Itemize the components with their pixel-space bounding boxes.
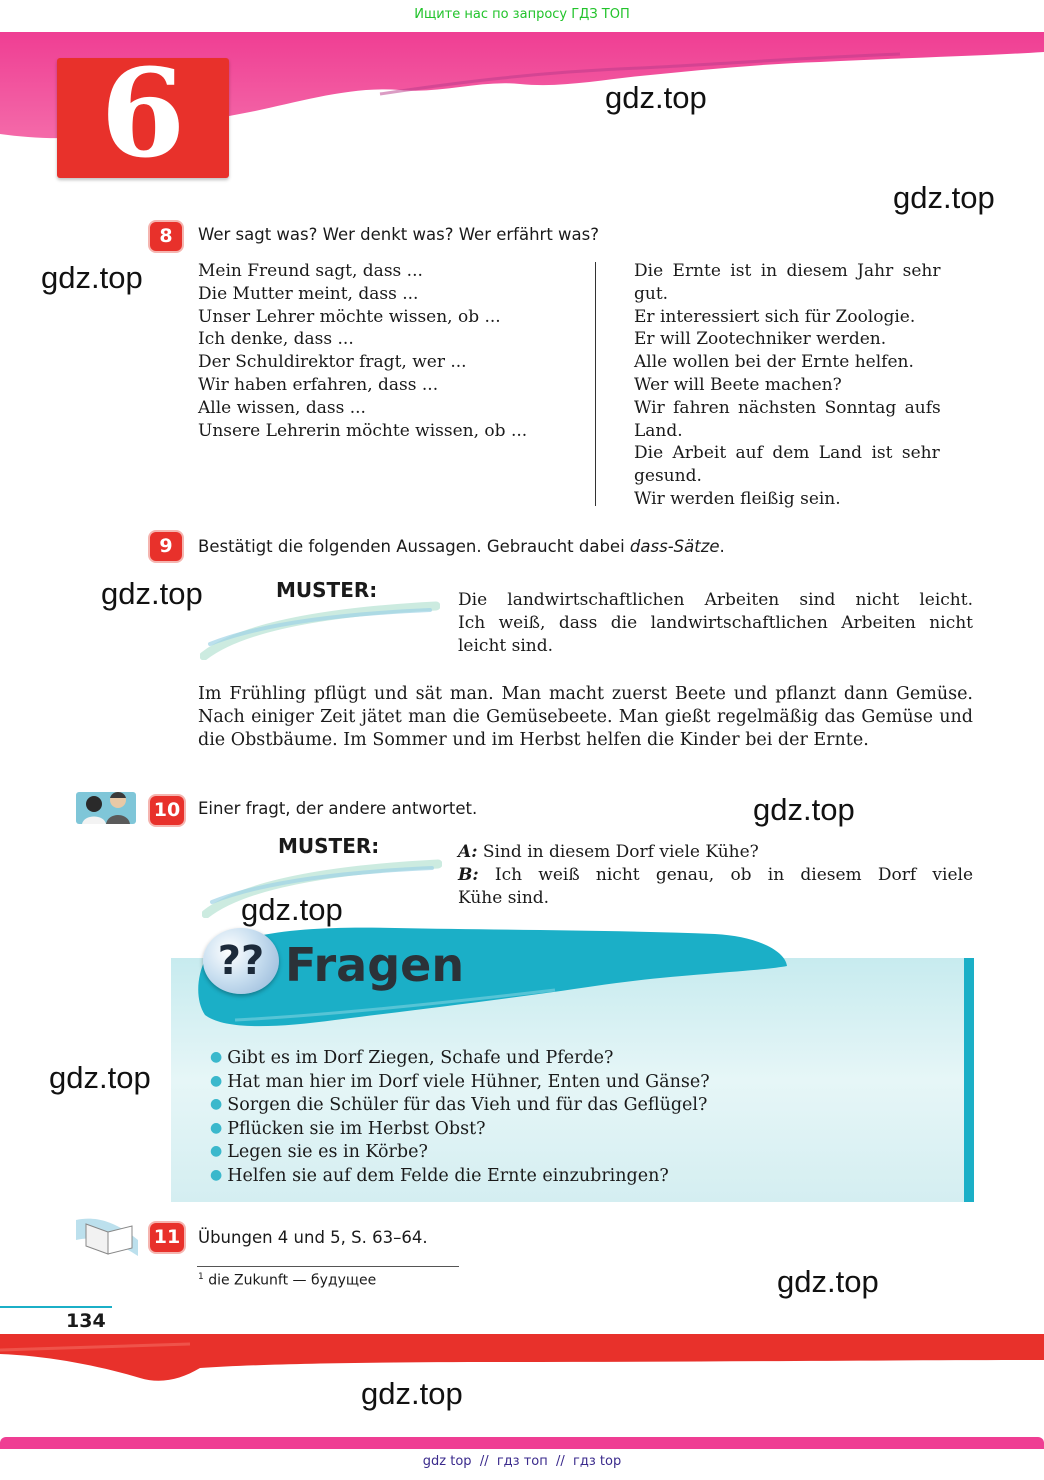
list-item: Mein Freund sagt, dass ... [198, 261, 423, 281]
list-item: Ich denke, dass ... [198, 329, 354, 350]
question-item: ● Hat man hier im Dorf viele Hühner, Enten und Gänse? [210, 1071, 710, 1092]
footnote-rule [197, 1266, 459, 1267]
bullet-icon: ● [210, 1049, 223, 1065]
list-item: Der Schuldirektor fragt, wer ... [198, 352, 467, 373]
list-item: Die Arbeit auf dem Land ist sehr [634, 443, 940, 464]
list-item: Die Mutter meint, dass ... [198, 283, 419, 304]
page-number: 134 [66, 1310, 106, 1332]
list-item: gut. [634, 283, 669, 304]
watermark: gdz.top [49, 1060, 151, 1095]
list-item: Wir werden fleißig sein. [634, 488, 841, 509]
task-instruction: Übungen 4 und 5, S. 63–64. [198, 1228, 428, 1247]
bullet-icon: ● [210, 1072, 223, 1089]
chapter-number: 6 [100, 41, 186, 185]
list-item: Wir fahren nächsten Sonntag aufs [634, 397, 941, 418]
bottom-links: gdz top // гдз топ // гдз top [422, 1454, 622, 1469]
list-item: Wer will Beete machen? [634, 374, 842, 395]
bottom-strip [0, 1437, 1044, 1449]
question-item: ● Pflücken sie im Herbst Obst? [210, 1118, 486, 1139]
list-item: gesund. [634, 466, 702, 487]
list-item: Unser Lehrer möchte wissen, ob ... [198, 306, 501, 327]
task-number-badge: 11 [150, 1223, 184, 1252]
task10-example [458, 841, 973, 909]
workbook-icon [74, 1210, 142, 1260]
task-number-badge: 9 [150, 532, 182, 561]
watermark: gdz.top [605, 80, 707, 115]
task-instruction: Bestätigt die folgenden Aussagen. Gebraucht dabei dass-Sätze. [198, 537, 725, 556]
bullet-icon: ● [210, 1166, 223, 1183]
dialog-line-a: A: Sind in diesem Dorf viele Kühe? [458, 842, 759, 862]
muster-brush-icon [200, 598, 440, 660]
bullet-icon: ● [210, 1143, 223, 1160]
dialog-line-b: B: Ich weiß nicht genau, ob in diesem Dorf viele [458, 864, 974, 885]
task9-example [458, 589, 973, 657]
watermark: gdz.top [753, 792, 855, 827]
task-number-badge: 10 [150, 796, 184, 825]
column-divider [595, 262, 596, 506]
list-item: Land. [634, 420, 683, 441]
task-instruction: Einer fragt, der andere antwortet. [198, 799, 478, 818]
muster-label: MUSTER: [278, 834, 380, 858]
list-item: Alle wissen, dass ... [198, 397, 366, 418]
list-item: Alle wollen bei der Ernte helfen. [634, 352, 914, 373]
example-line: Die landwirtschaftlichen Arbeiten sind nicht leicht. [458, 590, 973, 610]
pair-talk-icon [76, 786, 136, 826]
bullet-icon: ● [210, 1119, 223, 1136]
task9-paragraph: Im Frühling pflügt und sät man. Man macht zuerst Beete und pflanzt dann Gemüse. Nach einiger Zeit jätet man die Gemüsebeete. Man gießt regelmäßig das Gemüse und die Obstbäume. Im Sommer und im Herbst helfen die Kinder bei der Ernte. [198, 684, 973, 750]
list-item: Er will Zootechniker werden. [634, 329, 887, 350]
example-line: Ich weiß, dass die landwirtschaftlichen Arbeiten nicht [458, 612, 973, 633]
watermark: gdz.top [241, 892, 343, 927]
watermark: gdz.top [893, 180, 995, 215]
question-marks-icon: ?? [203, 928, 279, 994]
bottom-band [0, 1330, 1044, 1390]
watermark: gdz.top [41, 260, 143, 295]
page-number-rule [0, 1306, 112, 1308]
question-item: ● Gibt es im Dorf Ziegen, Schafe und Pferde? [210, 1048, 614, 1068]
list-item: Er interessiert sich für Zoologie. [634, 306, 916, 327]
footnote-marker: 1 [198, 1272, 204, 1282]
question-item: ● Legen sie es in Körbe? [210, 1142, 428, 1163]
footnote [198, 1272, 376, 1289]
list-item: Wir haben erfahren, dass ... [198, 374, 439, 395]
footnote-text: die Zukunft — будущее [208, 1272, 377, 1289]
watermark: gdz.top [361, 1376, 463, 1411]
top-search-note: Ищите нас по запросу ГДЗ ТОП [414, 7, 630, 22]
fragen-question-list [210, 1046, 710, 1188]
example-line: leicht sind. [458, 635, 554, 656]
task8-right-column [634, 260, 941, 511]
muster-label: MUSTER: [276, 578, 378, 602]
question-item: ● Helfen sie auf dem Felde die Ernte einzubringen? [210, 1165, 669, 1186]
list-item: Die Ernte ist in diesem Jahr sehr [634, 261, 941, 281]
watermark: gdz.top [777, 1264, 879, 1299]
watermark: gdz.top [101, 576, 203, 611]
muster-brush-icon [202, 856, 442, 918]
fragen-title: Fragen [285, 938, 465, 992]
list-item: Unsere Lehrerin möchte wissen, ob ... [198, 420, 528, 441]
task-instruction: Wer sagt was? Wer denkt was? Wer erfährt was? [198, 225, 600, 244]
dialog-line-b-cont: Kühe sind. [458, 887, 550, 908]
task8-left-column [198, 260, 527, 442]
instruction-italic: dass-Sätze [629, 537, 720, 556]
question-item: ● Sorgen die Schüler für das Vieh und für das Geflügel? [210, 1095, 708, 1116]
bullet-icon: ● [210, 1096, 223, 1113]
task-number-badge: 8 [150, 222, 182, 251]
